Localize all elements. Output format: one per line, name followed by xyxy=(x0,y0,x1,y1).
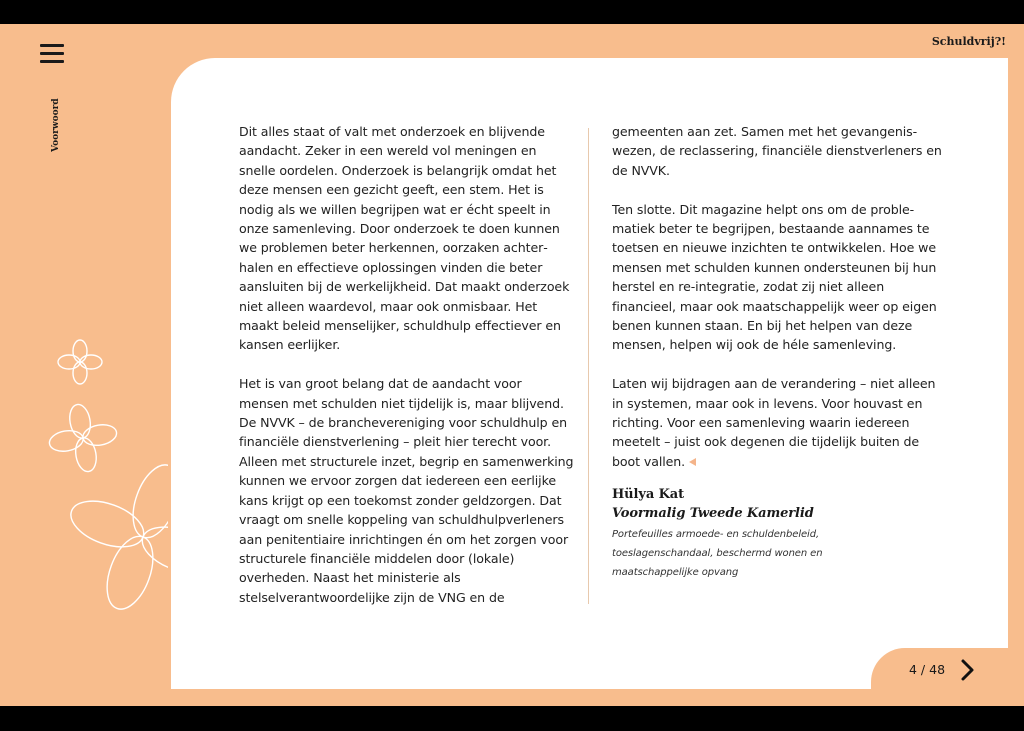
article-paragraph: Dit alles staat of valt met onderzoek en blijvende aandacht. Zeker in een wereld vol meningen en snelle oordelen. Onderzoek is belangrijk omdat het deze mensen een gezicht geeft, een stem. Het is nodig als we willen begrijpen wat er écht speelt in onze samenleving. Door onderzoek te doen kunnen we problemen beter herkennen, oorzaken achterhalen en effectieve oplossingen vinden die beter aansluiten bij de werkelijkheid. Dat maakt onderzoek niet alleen waardevol, maar ook onmisbaar. Het maakt beleid menselijker, schuldhulp effectiever en kansen eerlijker. xyxy=(239,124,570,353)
page-counter: 4 / 48 xyxy=(909,662,946,677)
signature-title: Voormalig Tweede Kamerlid xyxy=(612,506,814,522)
menu-line xyxy=(40,60,64,63)
article-column-right xyxy=(612,122,948,582)
portfolio-line: Portefeuilles armoede- en schuldenbeleid, xyxy=(612,529,820,541)
chevron-right-icon[interactable] xyxy=(957,657,979,683)
article-paragraph: Het is van groot belang dat de aandacht voor mensen met schulden niet tijdelijk is, maar blijvend. De NVVK – de branchevereniging voor schuldhulp en financiële dienstverlening – pleit hier terecht voor. Alleen met structurele inzet, begrip en samenwerking kunnen we ervoor zorgen dat iedereen een eerlijke kans krijgt op een toekomst zonder geldzorgen. Dat vraagt om snelle koppeling van schuldhulpverleners aan penitentiaire inrichtingen én om het zorgen voor structurele financiële middelen door (lokale) overheden. Naast het ministerie als stelselverantwoordelijke zijn de VNG en de xyxy=(239,376,574,605)
hamburger-menu-icon[interactable] xyxy=(40,44,64,64)
article-column-left xyxy=(239,122,575,627)
menu-line xyxy=(40,44,64,47)
closing-paragraph xyxy=(612,374,948,471)
article-page xyxy=(171,58,1008,689)
brand-title: Schuldvrij?! xyxy=(931,35,1006,48)
section-label: Voorwoord xyxy=(51,98,61,152)
portfolio-line: toeslagenschandaal, beschermd wonen en xyxy=(612,548,823,560)
reader-stage xyxy=(0,24,1024,706)
article-paragraph: gemeenten aan zet. Samen met het gevangeniswezen, de reclassering, financiële dienstverleners en de NVVK. xyxy=(612,124,942,178)
page-navigator xyxy=(871,648,1024,706)
closing-text: Laten wij bijdragen aan de verandering – niet alleen in systemen, maar ook in levens. Voor houvast en richting. Voor een samenleving waarin iedereen meetelt – juist ook degenen die tijdelijk buiten de boot vallen. xyxy=(612,376,936,469)
signature-portfolio xyxy=(612,525,948,582)
column-divider xyxy=(588,128,589,604)
menu-line xyxy=(40,52,64,55)
article-paragraph: Ten slotte. Dit magazine helpt ons om de problematiek beter te begrijpen, bestaande aannames te toetsen en nieuwe inzichten te ontwikkelen. Hoe we mensen met schulden kunnen ondersteunen bij hun herstel en re-integratie, zodat zij niet alleen financieel, maar ook maatschappelijk weer op eigen benen kunnen staan. En bij het helpen van deze mensen, helpen wij ook de héle samenleving. xyxy=(612,201,937,353)
end-of-article-icon xyxy=(689,458,696,466)
flower-decoration-icon xyxy=(48,332,168,632)
portfolio-line: maatschappelijke opvang xyxy=(612,567,739,579)
signature-name: Hülya Kat xyxy=(612,487,685,503)
